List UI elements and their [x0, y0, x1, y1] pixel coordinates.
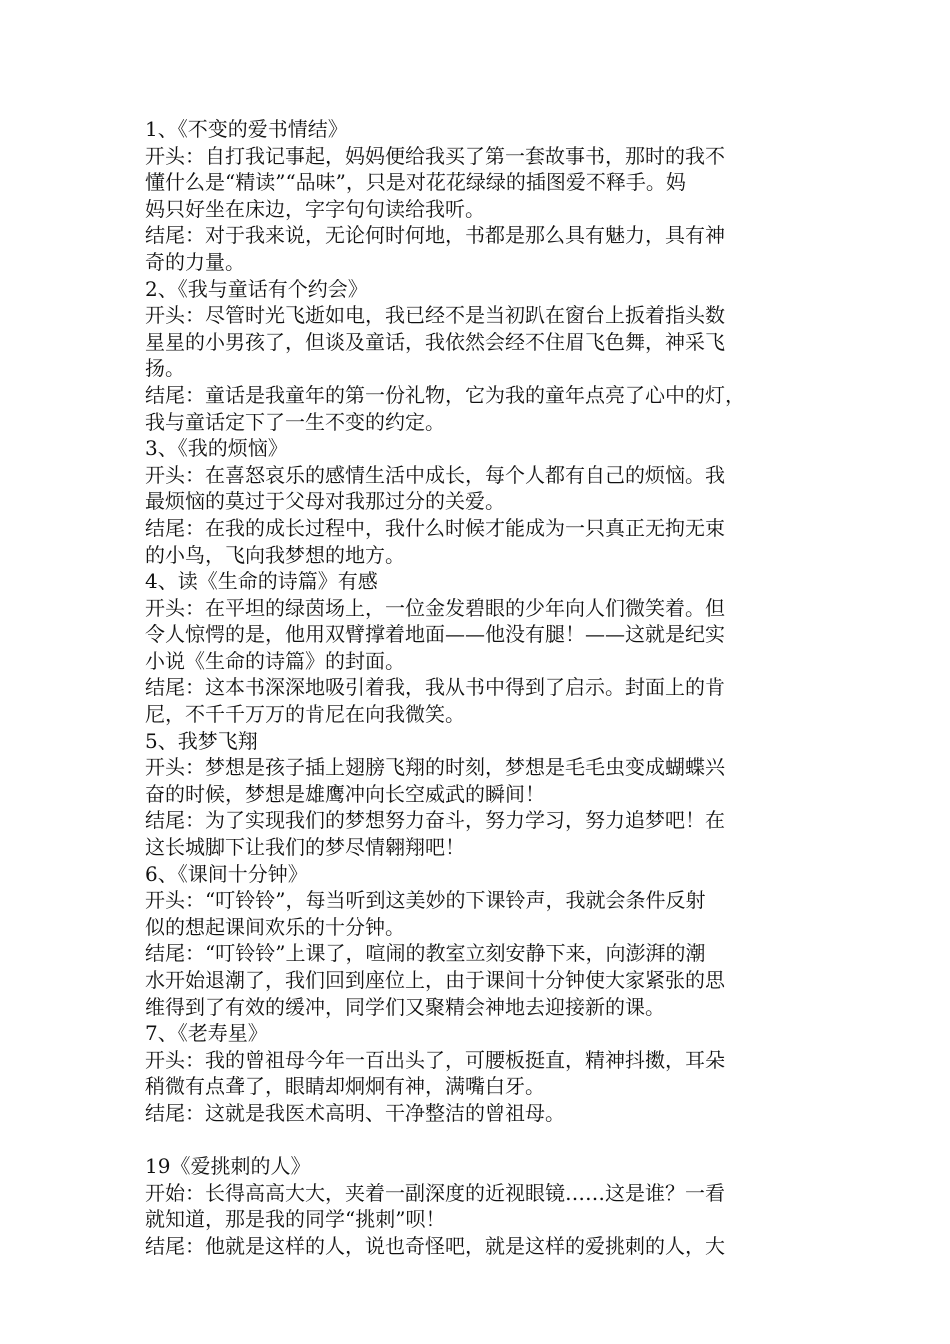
line-opening-19a: 开始：长得高高大大，夹着一副深度的近视眼镜……这是谁？一看	[145, 1180, 725, 1205]
line-ending-2a: 结尾：童话是我童年的第一份礼物，它为我的童年点亮了心中的灯，	[145, 382, 745, 407]
line-opening-6a: 开头：“叮铃铃”，每当听到这美妙的下课铃声，我就会条件反射	[145, 888, 706, 913]
line-opening-5a: 开头：梦想是孩子插上翅膀飞翔的时刻，梦想是毛毛虫变成蝴蝶兴	[145, 755, 725, 780]
blank-line	[145, 1127, 810, 1154]
line-title-6: 6、《课间十分钟》	[145, 861, 308, 886]
line-title-2: 2、《我与童话有个约会》	[145, 276, 368, 301]
line-ending-3b: 的小鸟，飞向我梦想的地方。	[145, 542, 405, 567]
line-opening-2b: 星星的小男孩了，但谈及童话，我依然会经不住眉飞色舞，神采飞	[145, 329, 725, 354]
line-ending-6b: 水开始退潮了，我们回到座位上，由于课间十分钟使大家紧张的思	[145, 968, 725, 992]
line-ending-5a: 结尾：为了实现我们的梦想努力奋斗，努力学习，努力追梦吧！在	[145, 808, 725, 833]
line-opening-5b: 奋的时候，梦想是雄鹰冲向长空威武的瞬间！	[145, 781, 545, 806]
line-opening-1b: 懂什么是“精读”“品味”，只是对花花绿绿的插图爱不释手。妈	[145, 170, 686, 195]
line-opening-7a: 开头：我的曾祖母今年一百出头了，可腰板挺直，精神抖擞，耳朵	[145, 1047, 725, 1072]
line-ending-3a: 结尾：在我的成长过程中，我什么时候才能成为一只真正无拘无束	[145, 515, 725, 540]
line-title-1: 1、《不变的爱书情结》	[145, 117, 348, 141]
line-opening-4a: 开头：在平坦的绿茵场上，一位金发碧眼的少年向人们微笑着。但	[145, 595, 725, 620]
line-title-5: 5、我梦飞翔	[145, 728, 258, 753]
line-ending-1b: 奇的力量。	[145, 249, 245, 274]
line-title-7: 7、《老寿星》	[145, 1021, 268, 1046]
line-opening-1c: 妈只好坐在床边，字字句句读给我听。	[145, 196, 485, 221]
line-title-4: 4、读《生命的诗篇》有感	[145, 569, 378, 594]
line-ending-5b: 这长城脚下让我们的梦尽情翱翔吧！	[145, 835, 465, 860]
line-ending-4a: 结尾：这本书深深地吸引着我，我从书中得到了启示。封面上的肯	[145, 675, 725, 700]
line-opening-19b: 就知道，那是我的同学“挑刺”呗！	[145, 1207, 446, 1232]
line-opening-4b: 令人惊愕的是，他用双臂撑着地面——他没有腿！——这就是纪实	[145, 622, 725, 647]
line-opening-3a: 开头：在喜怒哀乐的感情生活中成长，每个人都有自己的烦恼。我	[145, 462, 725, 487]
line-opening-6b: 似的想起课间欢乐的十分钟。	[145, 914, 405, 939]
line-ending-7a: 结尾：这就是我医术高明、干净整洁的曾祖母。	[145, 1100, 565, 1125]
line-opening-1a: 开头：自打我记事起，妈妈便给我买了第一套故事书，那时的我不	[145, 143, 725, 168]
line-ending-19a: 结尾：他就是这样的人，说也奇怪吧，就是这样的爱挑刺的人，大	[145, 1233, 725, 1258]
line-ending-6a: 结尾：“叮铃铃”上课了，喧闹的教室立刻安静下来，向澎湃的潮	[145, 941, 706, 966]
line-title-19: 19《爱挑刺的人》	[145, 1154, 311, 1179]
line-title-3: 3、《我的烦恼》	[145, 436, 288, 461]
line-opening-2c: 扬。	[145, 356, 185, 381]
line-opening-7b: 稍微有点聋了，眼睛却炯炯有神，满嘴白牙。	[145, 1074, 545, 1099]
line-ending-4b: 尼，不千千万万的肯尼在向我微笑。	[145, 702, 465, 727]
line-opening-2a: 开头：尽管时光飞逝如电，我已经不是当初趴在窗台上扳着指头数	[145, 303, 725, 328]
line-ending-2b: 我与童话定下了一生不变的约定。	[145, 409, 445, 434]
line-opening-3b: 最烦恼的莫过于父母对我那过分的关爱。	[145, 489, 505, 514]
document-page	[145, 116, 810, 1260]
line-ending-1a: 结尾：对于我来说，无论何时何地，书都是那么具有魅力，具有神	[145, 223, 725, 248]
line-opening-4c: 小说《生命的诗篇》的封面。	[145, 648, 405, 673]
line-ending-6c: 维得到了有效的缓冲，同学们又聚精会神地去迎接新的课。	[145, 994, 665, 1019]
